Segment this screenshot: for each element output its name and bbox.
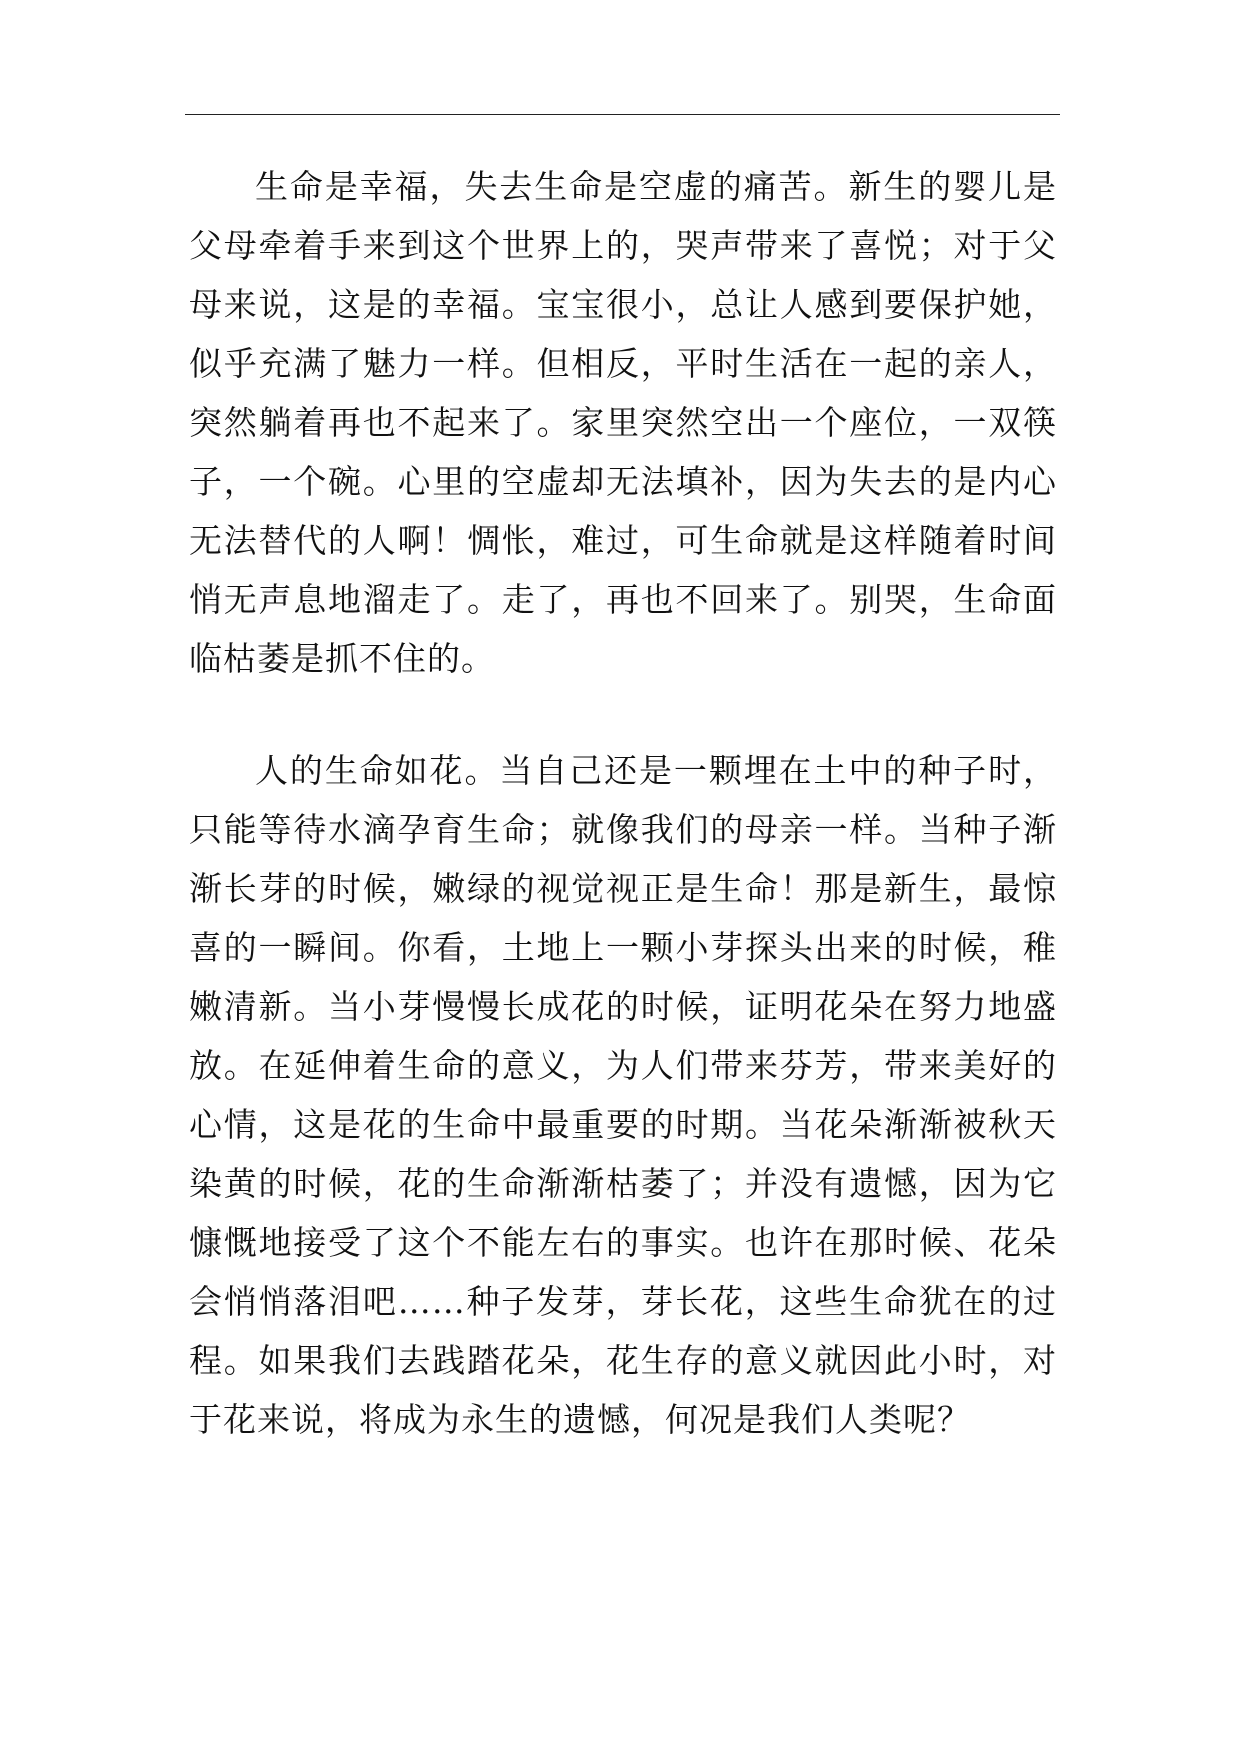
paragraph-2: 人的生命如花。当自己还是一颗埋在土中的种子时，只能等待水滴孕育生命；就像我们的母亲一样。当种子渐渐长芽的时候，嫩绿的视觉视正是生命！那是新生，最惊喜的一瞬间。你看，土地上一颗小芽探头出来的时候，稚嫩清新。当小芽慢慢长成花的时候，证明花朵在努力地盛放。在延伸着生命的意义，为人们带来芬芳，带来美好的心情，这是花的生命中最重要的时期。当花朵渐渐被秋天染黄的时候，花的生命渐渐枯萎了；并没有遗憾，因为它慷慨地接受了这个不能左右的事实。也许在那时候、花朵会悄悄落泪吧……种子发芽，芽长花，这些生命犹在的过程。如果我们去践踏花朵，花生存的意义就因此小时，对于花来说，将成为永生的遗憾，何况是我们人类呢？ xyxy=(189,751,1057,1439)
header-divider xyxy=(185,114,1060,115)
paragraph-1: 生命是幸福，失去生命是空虚的痛苦。新生的婴儿是父母牵着手来到这个世界上的，哭声带来了喜悦；对于父母来说，这是的幸福。宝宝很小，总让人感到要保护她，似乎充满了魅力一样。但相反，平时生活在一起的亲人，突然躺着再也不起来了。家里突然空出一个座位，一双筷子，一个碗。心里的空虚却无法填补，因为失去的是内心无法替代的人啊！惆怅，难过，可生命就是这样随着时间悄无声息地溜走了。走了，再也不回来了。别哭，生命面临枯萎是抓不住的。 xyxy=(189,167,1057,678)
